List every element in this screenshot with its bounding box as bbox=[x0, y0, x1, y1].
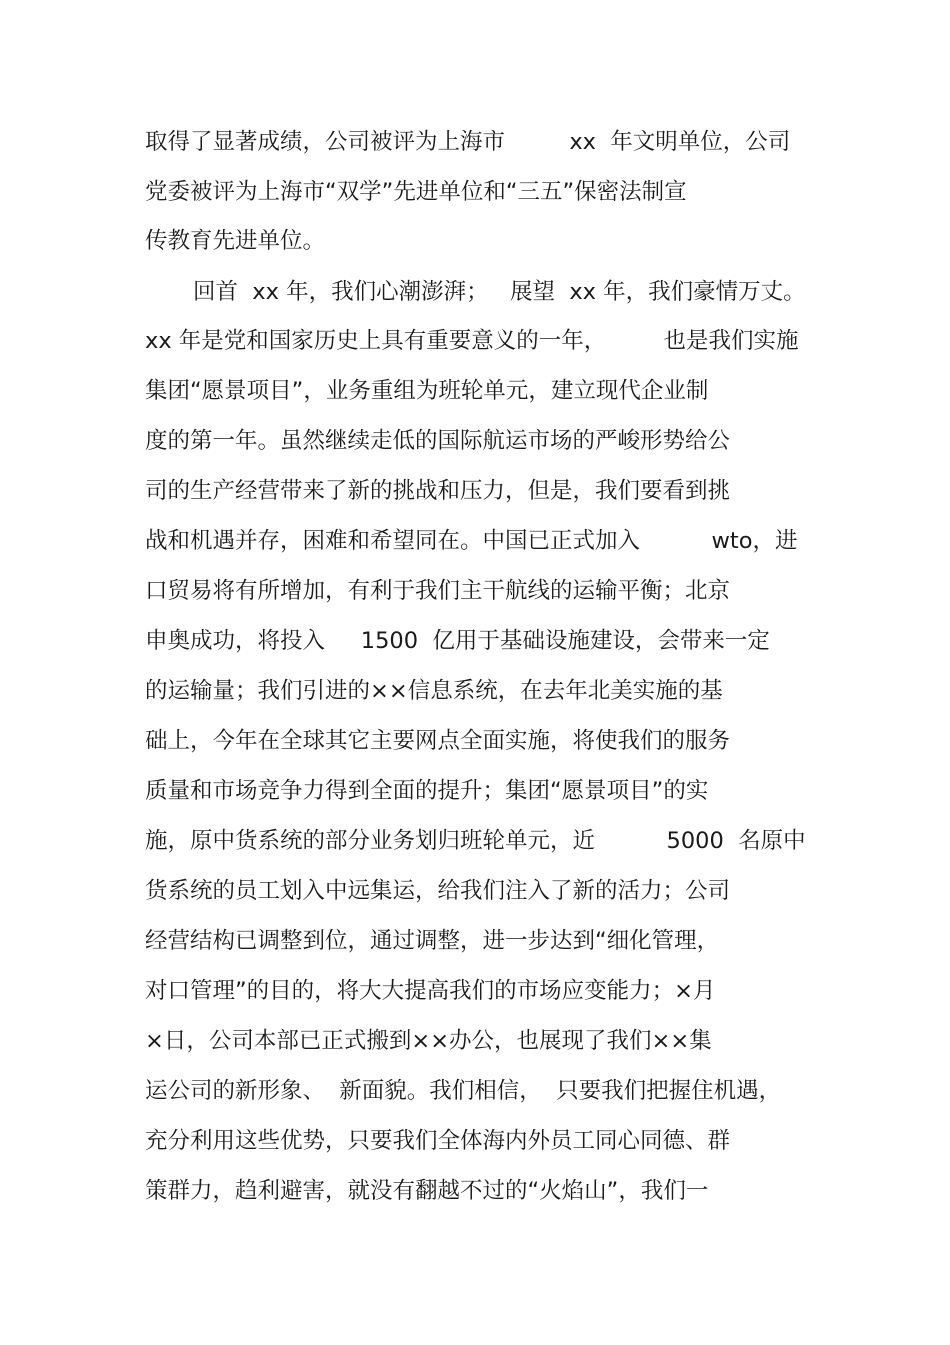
text-line-5: xx 年是党和国家历史上具有重要意义的一年， 也是我们实施 bbox=[145, 328, 799, 354]
text-line-14: 质量和市场竞争力得到全面的提升；集团“愿景项目”的实 bbox=[145, 778, 709, 804]
text-line-3: 传教育先进单位。 bbox=[145, 228, 326, 254]
text-line-7: 度的第一年。虽然继续走低的国际航运市场的严峻形势给公 bbox=[145, 428, 731, 454]
text-line-18: 对口管理”的目的，将大大提高我们的市场应变能力；×月 bbox=[145, 978, 716, 1004]
text-line-2: 党委被评为上海市“双学”先进单位和“三五”保密法制宣 bbox=[145, 179, 687, 205]
text-line-21: 充分利用这些优势，只要我们全体海内外员工同心同德、群 bbox=[145, 1128, 731, 1154]
text-line-20: 运公司的新形象、 新面貌。我们相信， 只要我们把握住机遇， bbox=[145, 1078, 782, 1104]
text-line-9: 战和机遇并存，困难和希望同在。中国已正式加入 wto，进 bbox=[145, 528, 798, 554]
text-line-11: 申奥成功，将投入 1500 亿用于基础设施建设，会带来一定 bbox=[145, 628, 770, 654]
text-line-19: ×日，公司本部已正式搬到××办公，也展现了我们××集 bbox=[145, 1028, 712, 1054]
text-line-16: 货系统的员工划入中远集运，给我们注入了新的活力；公司 bbox=[145, 878, 731, 904]
text-line-13: 础上，今年在全球其它主要网点全面实施，将使我们的服务 bbox=[145, 728, 731, 754]
text-line-10: 口贸易将有所增加，有利于我们主干航线的运输平衡；北京 bbox=[145, 578, 731, 604]
text-line-15: 施，原中货系统的部分业务划归班轮单元，近 5000 名原中 bbox=[145, 828, 806, 854]
text-line-22: 策群力，趋利避害，就没有翻越不过的“火焰山”，我们一 bbox=[145, 1178, 709, 1204]
text-line-12: 的运输量；我们引进的××信息系统，在去年北美实施的基 bbox=[145, 678, 723, 704]
text-line-1: 取得了显著成绩，公司被评为上海市 xx 年文明单位，公司 bbox=[145, 129, 791, 155]
text-line-4: 回首 xx 年，我们心潮澎湃； 展望 xx 年，我们豪情万丈。 bbox=[193, 279, 806, 305]
text-line-8: 司的生产经营带来了新的挑战和压力，但是，我们要看到挑 bbox=[145, 478, 731, 504]
text-line-6: 集团“愿景项目”，业务重组为班轮单元，建立现代企业制 bbox=[145, 378, 709, 404]
text-line-17: 经营结构已调整到位，通过调整，进一步达到“细化管理， bbox=[145, 928, 720, 954]
